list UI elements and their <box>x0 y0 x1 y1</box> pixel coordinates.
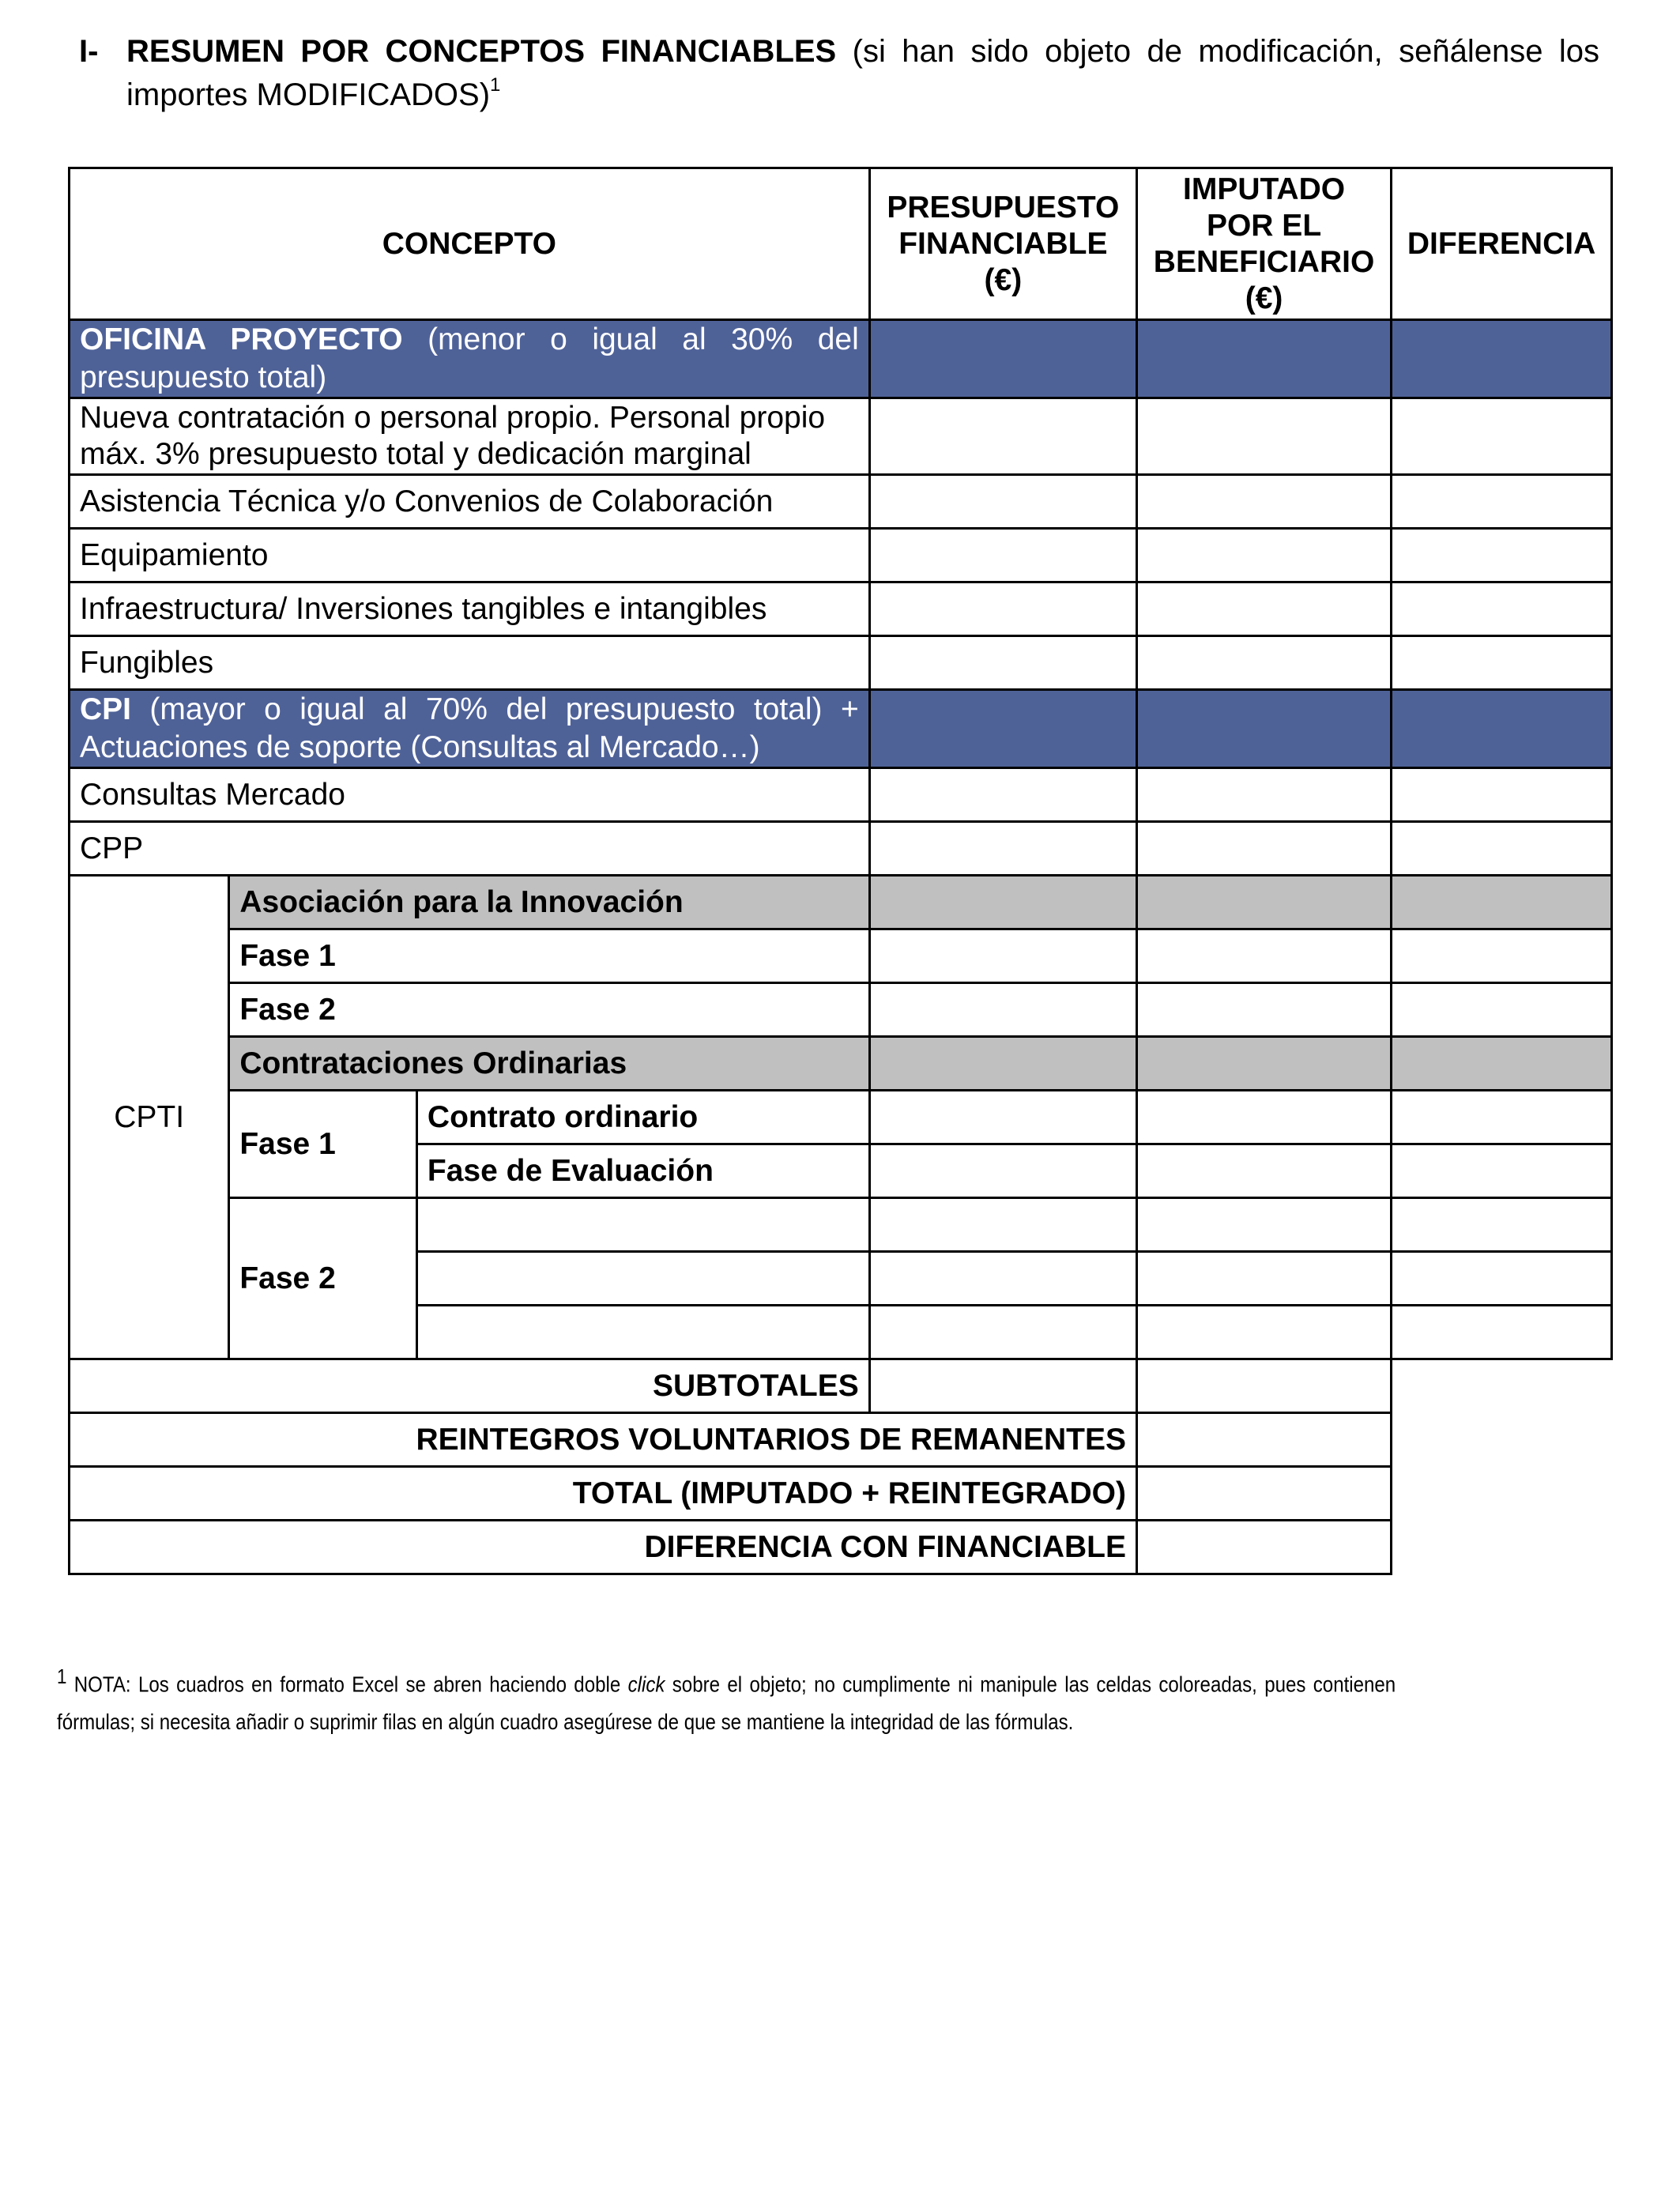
concept-label: Consultas Mercado <box>70 768 870 822</box>
oficina-section-row <box>70 320 1612 398</box>
ordinarias-row <box>70 1037 1612 1091</box>
cpti-label: CPTI <box>70 876 229 1359</box>
blank-concept-cell[interactable] <box>416 1306 869 1359</box>
imputado-cell[interactable] <box>1136 1198 1391 1252</box>
section-title-rest: (si han sido objeto de modificación, señálense los importes MODIFICADOS) <box>126 34 1600 112</box>
concept-label: CPP <box>70 822 870 876</box>
presupuesto-cell[interactable] <box>869 822 1136 876</box>
imputado-cell[interactable] <box>1136 1091 1391 1144</box>
diferencia-cell[interactable] <box>1392 822 1612 876</box>
diferencia-financiable-row <box>70 1521 1612 1574</box>
diferencia-cell[interactable] <box>1392 529 1612 582</box>
formula-cell <box>1392 690 1612 768</box>
imputado-cell[interactable] <box>1136 1252 1391 1306</box>
imputado-cell[interactable] <box>1136 768 1391 822</box>
imputado-cell[interactable] <box>1136 398 1391 475</box>
presupuesto-cell[interactable] <box>869 1198 1136 1252</box>
presupuesto-cell[interactable] <box>869 398 1136 475</box>
presupuesto-cell[interactable] <box>869 582 1136 636</box>
footnote-reference: 1 <box>490 74 501 96</box>
formula-cell <box>1392 876 1612 929</box>
header-diferencia: DIFERENCIA <box>1392 168 1612 320</box>
formula-cell <box>869 876 1136 929</box>
cpi-note: (mayor o igual al 70% del presupuesto total) + Actuaciones de soporte (Consultas al Mercado…) <box>80 692 859 764</box>
imputado-cell[interactable] <box>1136 1306 1391 1359</box>
diferencia-cell[interactable] <box>1392 1144 1612 1198</box>
empty-area <box>1392 1467 1612 1521</box>
imputado-cell[interactable] <box>1136 529 1391 582</box>
concept-label: Fungibles <box>70 636 870 690</box>
ordinarias-label: Contrataciones Ordinarias <box>229 1037 869 1091</box>
cpi-label <box>70 690 870 768</box>
diferencia-financiable-cell[interactable] <box>1136 1521 1391 1574</box>
blank-concept-cell[interactable] <box>416 1252 869 1306</box>
header-presupuesto: PRESUPUESTO FINANCIABLE (€) <box>869 168 1136 320</box>
formula-cell <box>1136 1037 1391 1091</box>
reintegros-cell[interactable] <box>1136 1413 1391 1467</box>
imputado-cell[interactable] <box>1136 929 1391 983</box>
table-row <box>70 983 1612 1037</box>
imputado-cell[interactable] <box>1136 475 1391 529</box>
presupuesto-cell[interactable] <box>869 475 1136 529</box>
footnote <box>57 1657 1396 1741</box>
imputado-cell[interactable] <box>1136 1144 1391 1198</box>
presupuesto-cell[interactable] <box>869 929 1136 983</box>
subtotal-imputado-cell[interactable] <box>1136 1359 1391 1413</box>
ordinarias-fase2-label: Fase 2 <box>229 1198 417 1359</box>
asociacion-row <box>70 876 1612 929</box>
diferencia-cell[interactable] <box>1392 475 1612 529</box>
table-row <box>70 768 1612 822</box>
oficina-title: OFICINA PROYECTO <box>80 322 403 356</box>
formula-cell <box>1136 876 1391 929</box>
table-row <box>70 582 1612 636</box>
presupuesto-cell[interactable] <box>869 983 1136 1037</box>
empty-area <box>1392 1521 1612 1574</box>
cpi-section-row <box>70 690 1612 768</box>
concept-label: Equipamiento <box>70 529 870 582</box>
table-row <box>70 398 1612 475</box>
section-heading <box>79 30 1599 117</box>
concept-label: Infraestructura/ Inversiones tangibles e intangibles <box>70 582 870 636</box>
total-row <box>70 1467 1612 1521</box>
presupuesto-cell[interactable] <box>869 1306 1136 1359</box>
ordinarias-fase1-label: Fase 1 <box>229 1091 417 1198</box>
formula-cell <box>869 690 1136 768</box>
presupuesto-cell[interactable] <box>869 768 1136 822</box>
diferencia-cell[interactable] <box>1392 582 1612 636</box>
formula-cell <box>869 1037 1136 1091</box>
presupuesto-cell[interactable] <box>869 1091 1136 1144</box>
formula-cell <box>1136 320 1391 398</box>
reintegros-label: REINTEGROS VOLUNTARIOS DE REMANENTES <box>70 1413 1137 1467</box>
presupuesto-cell[interactable] <box>869 1144 1136 1198</box>
reintegros-row <box>70 1413 1612 1467</box>
footnote-number: 1 <box>57 1664 67 1688</box>
header-imputado: IMPUTADO POR EL BENEFICIARIO (€) <box>1136 168 1391 320</box>
section-title-bold: RESUMEN POR CONCEPTOS FINANCIABLES <box>126 34 837 69</box>
table-row <box>70 475 1612 529</box>
empty-area <box>1392 1413 1612 1467</box>
subtotales-label: SUBTOTALES <box>70 1359 870 1413</box>
concept-label: Asistencia Técnica y/o Convenios de Colaboración <box>70 475 870 529</box>
total-label: TOTAL (IMPUTADO + REINTEGRADO) <box>70 1467 1137 1521</box>
section-title <box>126 30 1599 117</box>
footnote-text-italic: click <box>627 1672 665 1697</box>
presupuesto-cell[interactable] <box>869 529 1136 582</box>
diferencia-cell[interactable] <box>1392 983 1612 1037</box>
summary-table <box>68 167 1613 1575</box>
diferencia-cell[interactable] <box>1392 1198 1612 1252</box>
diferencia-cell[interactable] <box>1392 1091 1612 1144</box>
formula-cell <box>1136 690 1391 768</box>
diferencia-financiable-label: DIFERENCIA CON FINANCIABLE <box>70 1521 1137 1574</box>
diferencia-cell[interactable] <box>1392 1306 1612 1359</box>
header-concepto: CONCEPTO <box>70 168 870 320</box>
header-row <box>70 168 1612 320</box>
imputado-cell[interactable] <box>1136 636 1391 690</box>
imputado-cell[interactable] <box>1136 983 1391 1037</box>
subtotales-row <box>70 1359 1612 1413</box>
blank-concept-cell[interactable] <box>416 1198 869 1252</box>
imputado-cell[interactable] <box>1136 822 1391 876</box>
presupuesto-cell[interactable] <box>869 1252 1136 1306</box>
formula-cell <box>1392 320 1612 398</box>
footnote-text-after: sobre el objeto; no cumplimente ni manipule las celdas coloreadas, pues contienen fórmulas; si necesita añadir o suprimir filas en algún cuadro asegúrese de que se mantiene la integridad de las fórmulas. <box>57 1672 1396 1735</box>
diferencia-cell[interactable] <box>1392 398 1612 475</box>
table-row <box>70 636 1612 690</box>
asociacion-fase1-label: Fase 1 <box>229 929 869 983</box>
footnote-text-before: NOTA: Los cuadros en formato Excel se abren haciendo doble <box>66 1672 628 1697</box>
formula-cell <box>1392 1037 1612 1091</box>
table-row <box>70 1198 1612 1252</box>
section-number: I- <box>79 34 99 69</box>
fase-evaluacion-label: Fase de Evaluación <box>416 1144 869 1198</box>
table-row <box>70 822 1612 876</box>
oficina-label <box>70 320 870 398</box>
presupuesto-cell[interactable] <box>869 636 1136 690</box>
imputado-cell[interactable] <box>1136 582 1391 636</box>
formula-cell <box>869 320 1136 398</box>
table-row <box>70 1091 1612 1144</box>
total-cell[interactable] <box>1136 1467 1391 1521</box>
cpi-title: CPI <box>80 692 132 726</box>
concept-label: Nueva contratación o personal propio. Personal propio máx. 3% presupuesto total y dedicación marginal <box>70 398 870 475</box>
diferencia-cell[interactable] <box>1392 636 1612 690</box>
diferencia-cell[interactable] <box>1392 768 1612 822</box>
contrato-ordinario-label: Contrato ordinario <box>416 1091 869 1144</box>
diferencia-cell[interactable] <box>1392 1252 1612 1306</box>
asociacion-label: Asociación para la Innovación <box>229 876 869 929</box>
diferencia-cell[interactable] <box>1392 929 1612 983</box>
oficina-note: (menor o igual al 30% del presupuesto total) <box>80 322 859 394</box>
table-row <box>70 929 1612 983</box>
table-row <box>70 529 1612 582</box>
asociacion-fase2-label: Fase 2 <box>229 983 869 1037</box>
subtotal-presupuesto-cell[interactable] <box>869 1359 1136 1413</box>
empty-area <box>1392 1359 1612 1413</box>
